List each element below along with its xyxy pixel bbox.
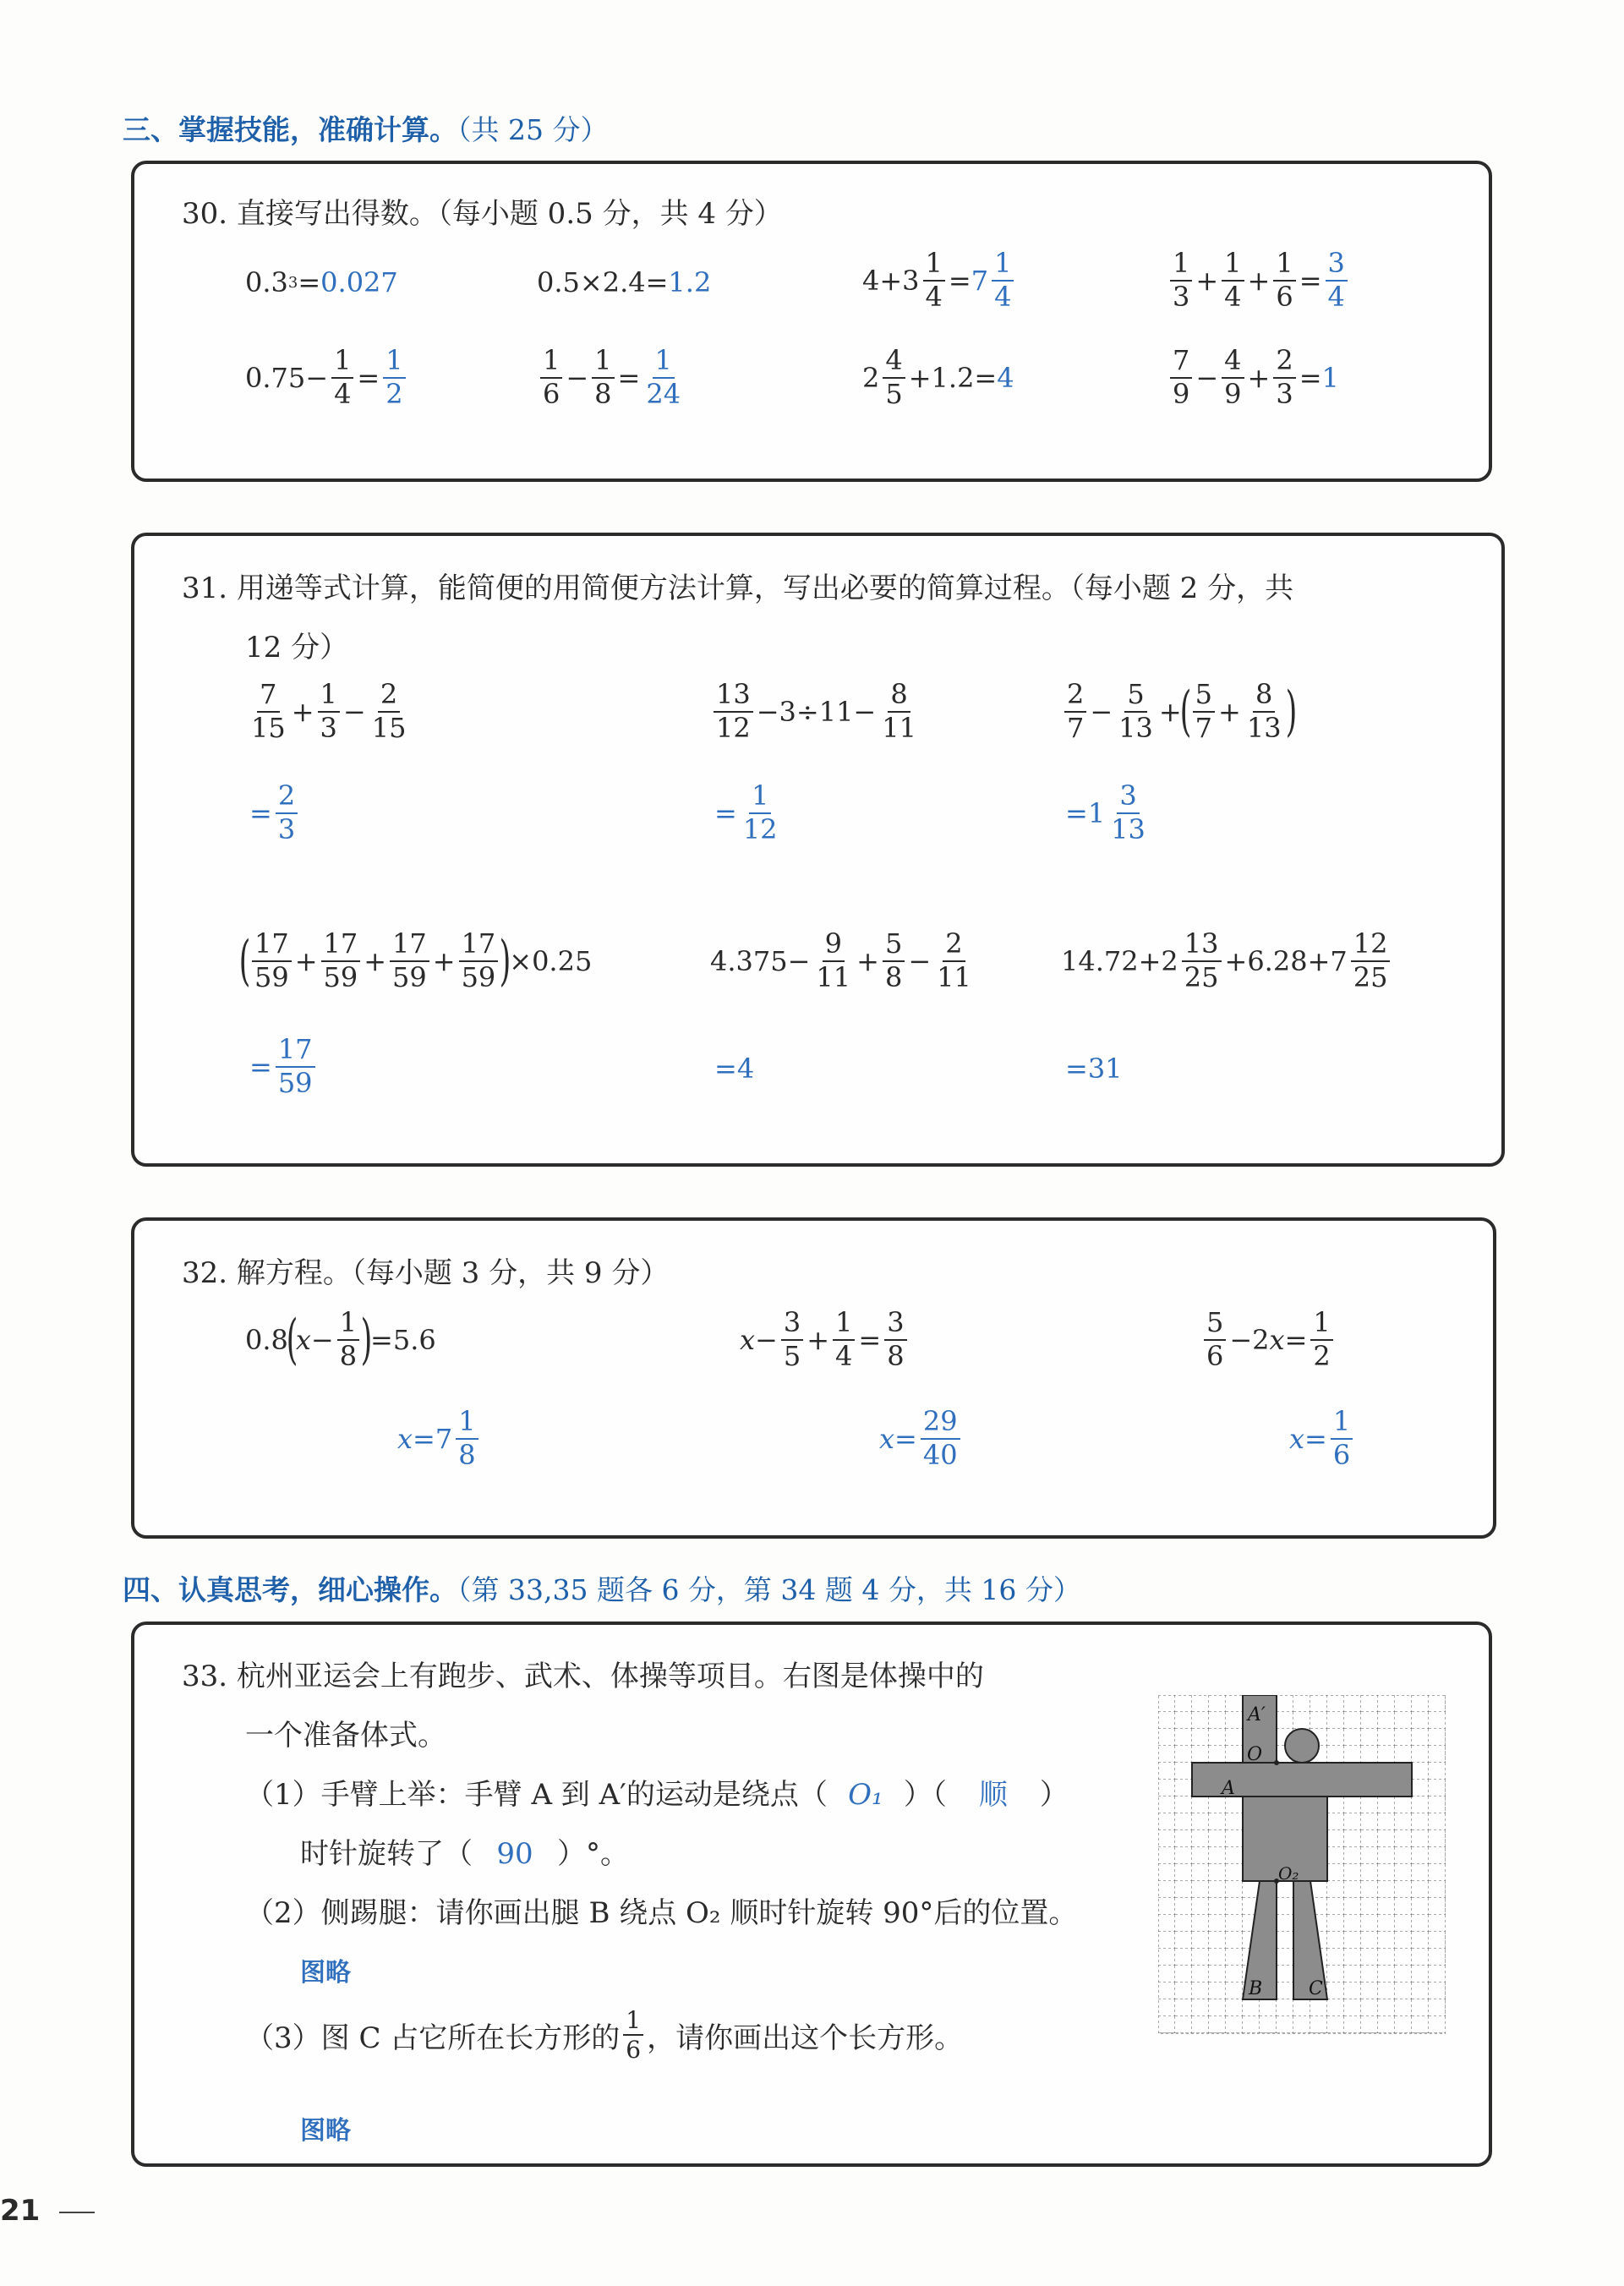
- q31-answer-2: = $\frac{1}{12}$: [714, 779, 778, 845]
- q33-sub-2-answer: 图略: [300, 1958, 351, 1988]
- q30-item-4: $\frac{1}{3}$ + $\frac{1}{4}$ + $\frac{1}{6}$ = $\frac{3}{4}$: [1167, 249, 1351, 311]
- q32-answer-1: x =7 $\frac{1}{8}$: [397, 1408, 482, 1469]
- q31-answer-1: = $\frac{2}{3}$: [249, 782, 301, 844]
- q31-problem-2: $\frac{13}{12}$ −3÷11− $\frac{8}{11}$: [710, 681, 922, 742]
- head: [1285, 1729, 1319, 1763]
- q30-title: 30. 直接写出得数。（每小题 0.5 分，共 4 分）: [182, 197, 783, 231]
- gymnast-grid-figure: [1158, 1695, 1446, 2042]
- q31-answer-4: = $\frac{17}{59}$: [249, 1036, 319, 1097]
- label-b: B: [1249, 1978, 1263, 1999]
- q30-item-8: $\frac{7}{9}$ − $\frac{4}{9}$ + $\frac{2}{3}$ = 1: [1167, 347, 1339, 408]
- q33-sub-2: （2）侧踢腿：请你画出腿 B 绕点 O₂ 顺时针旋转 90°后的位置。: [245, 1896, 1078, 1930]
- point-o1: [1274, 1760, 1279, 1765]
- q33-line-2: 一个准备体式。: [245, 1719, 446, 1753]
- q30-item-3: 4+3 $\frac{1}{4}$ = 7 $\frac{1}{4}$: [862, 249, 1017, 311]
- q33-sub-1: （1）手臂上举：手臂 A 到 A′的运动是绕点（ O₁ ）（ 顺 ）: [245, 1778, 1069, 1812]
- q31-problem-6: 14.72+2 $\frac{13}{25}$ +6.28+7 $\frac{12}{25}$: [1061, 930, 1393, 992]
- q31-title-line1: 31. 用递等式计算，能简便的用简便方法计算，写出必要的简算过程。（每小题 2 分，共: [182, 572, 1294, 605]
- q32-answer-3: x = $\frac{1}{6}$: [1289, 1408, 1356, 1469]
- page-number-dash: [59, 2212, 95, 2213]
- section-4-points: （第 33,35 题各 6 分，第 34 题 4 分，共 16 分）: [457, 1573, 1081, 1606]
- q33-sub-3: （3）图 C 占它所在长方形的 $\frac{1}{6}$ ，请你画出这个长方形。: [245, 2006, 964, 2065]
- q30-item-7: 2 $\frac{4}{5}$ +1.2= 4: [862, 344, 1014, 410]
- q31-problem-3: $\frac{2}{7}$ − $\frac{5}{13}$ + ( $\frac{5}{7}$ + $\frac{8}{13}$ ): [1061, 681, 1295, 743]
- q31-problem-5: 4.375− $\frac{9}{11}$ + $\frac{5}{8}$ − $\frac{2}{11}$: [710, 927, 971, 993]
- section-3-title: 三、掌握技能，准确计算。（共 25 分）: [123, 113, 609, 146]
- q30-item-5: 0.75− $\frac{1}{4}$ = $\frac{1}{2}$: [245, 347, 409, 408]
- section-3-points: （共 25 分）: [457, 113, 609, 146]
- q31-problem-4: ( $\frac{17}{59}$ + $\frac{17}{59}$ + $\frac{17}{59}$ + $\frac{17}{59}$ ) ×0.25: [238, 927, 593, 993]
- q32-answer-2: x = $\frac{29}{40}$: [879, 1408, 964, 1469]
- q32-equation-1: 0.8 ( x − $\frac{1}{8}$ ) =5.6: [245, 1306, 436, 1372]
- q31-answer-6: =31: [1065, 1053, 1123, 1085]
- label-a-prime: A′: [1248, 1704, 1266, 1725]
- q31-title-line2: 12 分）: [245, 631, 349, 664]
- q31-answer-5: =4: [714, 1053, 755, 1085]
- page-number: 21: [0, 2194, 41, 2228]
- label-a: A: [1222, 1778, 1235, 1799]
- q30-item-2: 0.5×2.4= 1.2: [537, 266, 712, 298]
- label-o2: O₂: [1278, 1863, 1299, 1884]
- q30-item-6: $\frac{1}{6}$ − $\frac{1}{8}$ = $\frac{1}{24}$: [537, 347, 686, 408]
- q33-line-1: 33. 杭州亚运会上有跑步、武术、体操等项目。右图是体操中的: [182, 1660, 984, 1693]
- label-c: C: [1309, 1978, 1323, 1999]
- q31-answer-3: = 1 $\frac{3}{13}$: [1065, 779, 1146, 845]
- section-4-title: 四、认真思考，细心操作。（第 33,35 题各 6 分，第 34 题 4 分，共 16 分）: [123, 1573, 1081, 1606]
- q32-equation-2: x − $\frac{3}{5}$ + $\frac{1}{4}$ = $\frac{3}{8}$: [740, 1309, 910, 1370]
- label-o1: O: [1247, 1744, 1263, 1765]
- q32-title: 32. 解方程。（每小题 3 分，共 9 分）: [182, 1256, 670, 1290]
- q33-sub-1-line-2: 时针旋转了（ 90 ）°。: [300, 1837, 629, 1871]
- q33-sub-3-answer: 图略: [300, 2116, 351, 2146]
- q30-item-1: 0.3 3 = 0.027: [245, 266, 398, 298]
- q31-problem-1: $\frac{7}{15}$ + $\frac{1}{3}$ − $\frac{2}{15}$: [251, 678, 407, 744]
- q32-equation-3: $\frac{5}{6}$ −2 x = $\frac{1}{2}$: [1200, 1309, 1337, 1370]
